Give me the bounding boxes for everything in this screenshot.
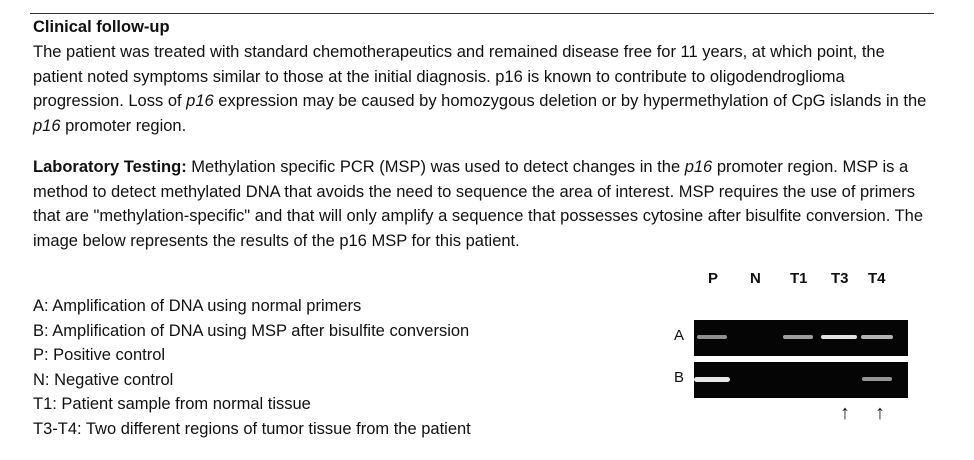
arrow-up-icon: ↑	[875, 402, 885, 424]
lab-testing-paragraph: Laboratory Testing: Methylation specific PCR (MSP) was used to detect changes in the p16 promoter region. MSP is a method to detect methylated DNA that avoids the need to sequence the area of interest. MSP requires the use of primers that are "methylation-specific" and that will only amplify a sequence that possesses cytosine after bisulfite conversion. The image below represents the results of the p16 MSP for this patient.	[33, 158, 924, 250]
figure-legend	[33, 294, 471, 441]
arrow-up-icon: ↑	[840, 402, 850, 424]
gel-row-b	[694, 362, 908, 398]
gel-band	[861, 335, 893, 339]
legend-item: T3-T4: Two different regions of tumor tissue from the patient	[33, 419, 471, 438]
legend-item: T1: Patient sample from normal tissue	[33, 395, 311, 413]
section-heading: Clinical follow-up	[33, 18, 170, 36]
legend-item: A: Amplification of DNA using normal primers	[33, 297, 362, 315]
lane-label-n: N	[750, 270, 761, 287]
gel-band	[862, 377, 892, 380]
gel-row-a	[694, 320, 908, 356]
gel-figure	[666, 264, 926, 444]
legend-item: B: Amplification of DNA using MSP after bisulfite conversion	[33, 321, 470, 340]
row-label-b: B	[674, 369, 685, 386]
row-label-a: A	[674, 327, 685, 344]
lane-label-t3: T3	[831, 270, 849, 287]
top-rule	[30, 13, 934, 14]
lab-testing-label: Laboratory Testing:	[33, 158, 187, 176]
legend-item: N: Negative control	[33, 370, 174, 389]
lane-label-p: P	[708, 270, 719, 287]
gel-band	[783, 335, 814, 338]
lane-label-t1: T1	[790, 270, 808, 287]
gel-band	[694, 377, 730, 382]
gel-band	[697, 335, 727, 338]
clinical-paragraph: The patient was treated with standard chemotherapeutics and remained disease free for 11 years, at which point, the patient noted symptoms similar to those at the initial diagnosis. p16 is known to contribute to oligodendroglioma progression. Loss of p16 expression may be caused by homozygous deletion or by hypermethylation of CpG islands in the p16 promoter region.	[33, 43, 927, 135]
legend-item: P: Positive control	[33, 346, 166, 364]
lane-label-t4: T4	[868, 270, 886, 287]
gel-band	[821, 335, 857, 340]
